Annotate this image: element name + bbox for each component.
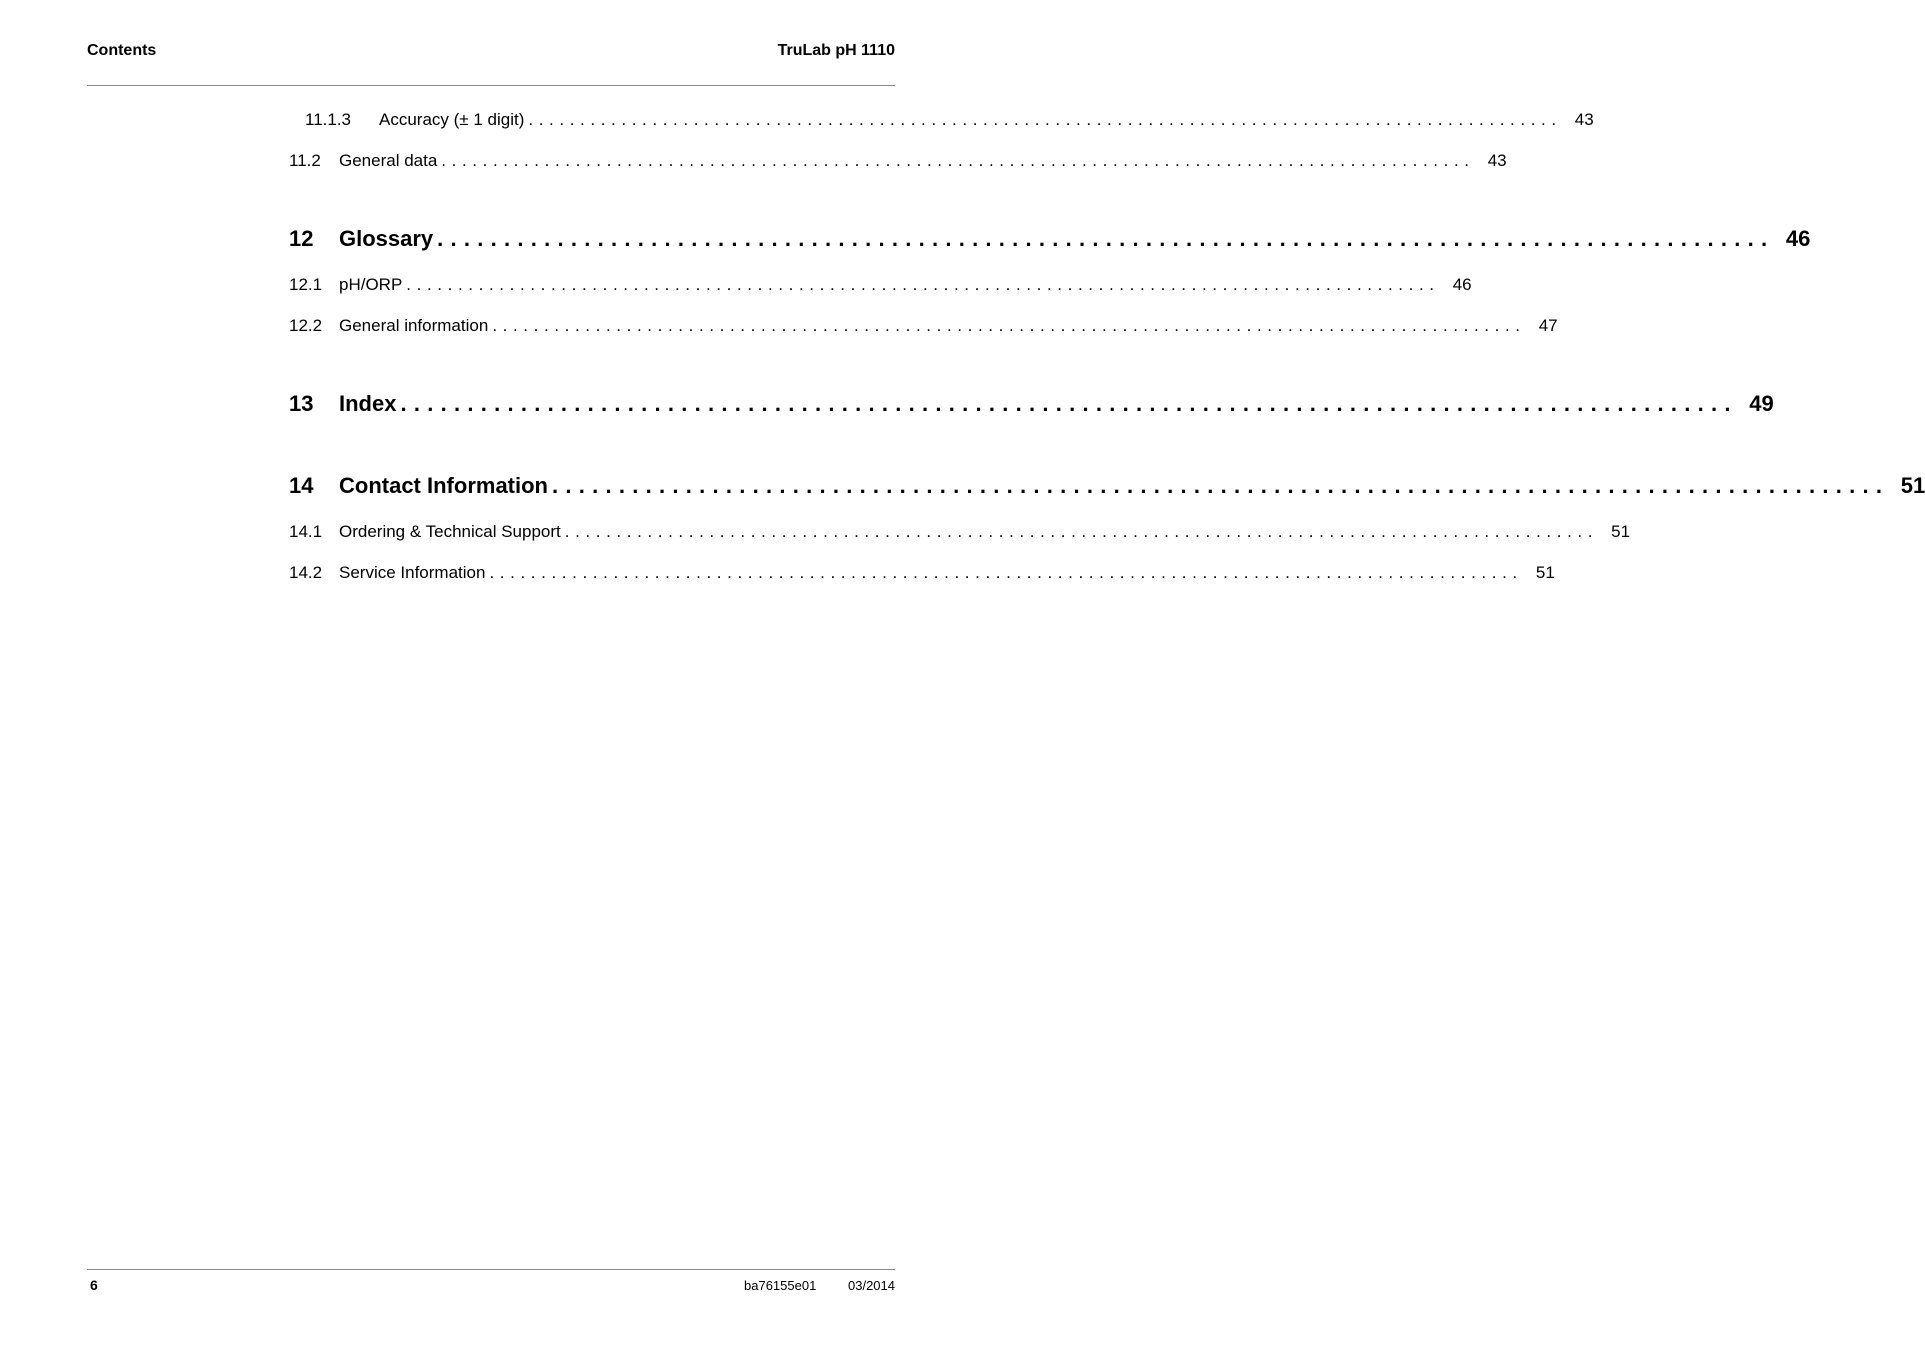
page-footer	[87, 1277, 895, 1297]
toc-entry-title: pH/ORP	[339, 275, 403, 294]
dot-leader: ....................................................................................................	[489, 563, 1523, 582]
toc-entry-14-1[interactable]	[289, 522, 1631, 542]
toc-entry-page: 51	[1900, 473, 1925, 498]
toc-entry-11-2[interactable]	[289, 151, 1507, 171]
toc-entry-title: Glossary	[339, 226, 434, 251]
toc-entry-number: 12.2	[289, 316, 323, 335]
toc-entry-11-1-3[interactable]	[305, 110, 1594, 130]
toc-entry-page: 46	[1452, 275, 1472, 294]
toc-entry-number: 14.2	[289, 563, 323, 582]
toc-entry-number: 12	[289, 226, 314, 251]
footer-document-id: ba76155e01	[744, 1278, 817, 1293]
dot-leader: ....................................................................................................	[406, 275, 1440, 294]
dot-leader: ....................................................................................................	[528, 110, 1562, 129]
header-section-title: Contents	[87, 42, 157, 59]
toc-entry-page: 49	[1749, 391, 1774, 416]
toc-entry-12-1[interactable]	[289, 275, 1472, 295]
toc-entry-title: Service Information	[339, 563, 486, 582]
page-header	[87, 42, 895, 64]
toc-entry-page: 47	[1538, 316, 1558, 335]
toc-entry-title: General information	[339, 316, 489, 335]
toc-entry-title: Index	[339, 391, 397, 416]
toc-entry-12-2[interactable]	[289, 316, 1558, 336]
toc-entry-page: 51	[1535, 563, 1555, 582]
toc-entry-title: Ordering & Technical Support	[339, 522, 561, 541]
footer-divider	[87, 1269, 895, 1270]
toc-entry-number: 13	[289, 391, 314, 416]
dot-leader: ....................................................................................................	[552, 473, 1890, 498]
dot-leader: ....................................................................................................	[437, 226, 1775, 251]
toc-entry-13[interactable]	[289, 391, 1774, 417]
toc-entry-title: Contact Information	[339, 473, 548, 498]
dot-leader: ....................................................................................................	[441, 151, 1475, 170]
toc-entry-number: 14	[289, 473, 314, 498]
toc-entry-page: 51	[1611, 522, 1631, 541]
toc-entry-14-2[interactable]	[289, 563, 1555, 583]
dot-leader: ....................................................................................................	[400, 391, 1738, 416]
toc-entry-14[interactable]	[289, 473, 1925, 499]
footer-date: 03/2014	[848, 1278, 895, 1293]
toc-entry-page: 43	[1574, 110, 1594, 129]
footer-page-number: 6	[90, 1277, 98, 1293]
toc-entry-page: 43	[1487, 151, 1507, 170]
dot-leader: ....................................................................................................	[564, 522, 1599, 541]
toc-entry-12[interactable]	[289, 226, 1811, 252]
header-divider	[87, 85, 895, 86]
toc-entry-number: 11.1.3	[305, 110, 352, 129]
toc-entry-number: 11.2	[289, 151, 321, 170]
toc-entry-page: 46	[1785, 226, 1811, 251]
dot-leader: ....................................................................................................	[492, 316, 1526, 335]
toc-entry-number: 14.1	[289, 522, 323, 541]
toc-entry-title: Accuracy (± 1 digit)	[379, 110, 525, 129]
header-product-name: TruLab pH 1110	[777, 42, 895, 59]
toc-entry-number: 12.1	[289, 275, 323, 294]
toc-entry-title: General data	[339, 151, 438, 170]
